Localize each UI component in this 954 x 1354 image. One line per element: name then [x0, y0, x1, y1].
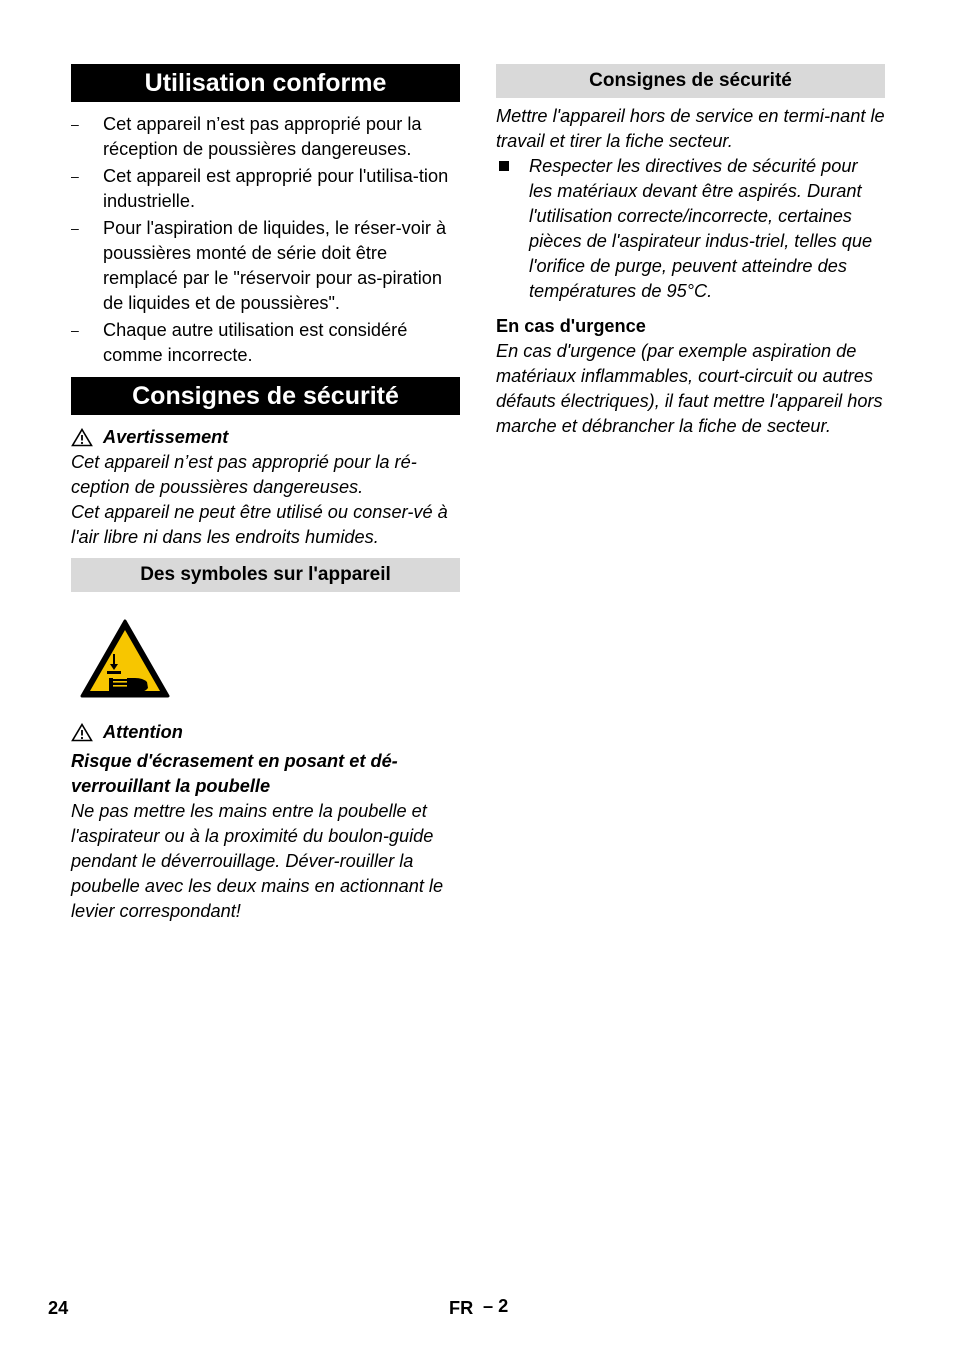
usage-list	[71, 112, 460, 368]
heading-utilisation-conforme: Utilisation conforme	[71, 64, 460, 102]
warning-triangle-icon	[71, 428, 93, 447]
dash-bullet: –	[71, 322, 79, 338]
dash-bullet: –	[71, 220, 79, 236]
language-code: FR	[449, 1298, 474, 1318]
attention-label: Attention	[103, 722, 183, 742]
sub-page-number: – 2	[483, 1296, 509, 1316]
safety-bullets	[496, 154, 885, 304]
list-item: Respecter les directives de sécurité pour les matériaux devant être aspirés. Durant l'utilisation correcte/incorrecte, certaines pièces de l'aspirateur indus-triel, telles que l'orifice de purge, peuvent atteindre des températures de 95°C.	[496, 154, 885, 304]
warning-text-2: Cet appareil ne peut être utilisé ou conser-vé à l'air libre ni dans les endroits humides.	[71, 502, 448, 547]
dash-bullet: –	[71, 116, 79, 132]
list-item: – Pour l'aspiration de liquides, le réser-voir à poussières monté de série doit être remplacé par le "réservoir pour as-piration de liquides et de poussières".	[71, 218, 447, 313]
warning-triangle-icon	[71, 723, 93, 742]
heading-des-symboles: Des symboles sur l'appareil	[71, 558, 460, 592]
emergency-heading: En cas d'urgence	[496, 316, 646, 336]
heading-consignes-de-securite-right: Consignes de sécurité	[496, 64, 885, 98]
warning-label: Avertissement	[103, 427, 229, 447]
warning-header	[71, 425, 460, 450]
list-item: – Chaque autre utilisation est considéré comme incorrecte.	[71, 320, 408, 365]
dash-bullet: –	[71, 168, 79, 184]
safety-intro: Mettre l'appareil hors de service en termi-nant le travail et tirer la fiche secteur.	[496, 106, 885, 151]
attention-header	[71, 720, 460, 745]
hand-crush-hazard-icon	[79, 618, 171, 700]
left-column	[71, 64, 460, 924]
warning-text-1: Cet appareil n’est pas approprié pour la ré-ception de poussières dangereuses.	[71, 452, 417, 497]
list-item: – Cet appareil est approprié pour l'utilisa-tion industrielle.	[71, 166, 449, 211]
page-number: 24	[48, 1298, 69, 1318]
square-bullet-icon	[499, 161, 509, 171]
list-item: – Cet appareil n’est pas approprié pour la réception de poussières dangereuses.	[71, 114, 422, 159]
emergency-text: En cas d'urgence (par exemple aspiration de matériaux inflammables, court-circuit ou autres défauts électriques), il faut mettre l'appareil hors marche et débrancher la fiche de secteur.	[496, 341, 883, 436]
crush-hazard-sign	[79, 618, 171, 700]
attention-text: Ne pas mettre les mains entre la poubelle et l'aspirateur ou à la proximité du boulon-guide pendant le déverrouillage. Déver-rouiller la poubelle avec les deux mains en actionnant le levier correspondant!	[71, 801, 444, 921]
attention-title: Risque d'écrasement en posant et dé-verrouillant la poubelle	[71, 751, 398, 796]
heading-consignes-de-securite: Consignes de sécurité	[71, 377, 460, 415]
right-column	[496, 64, 885, 439]
